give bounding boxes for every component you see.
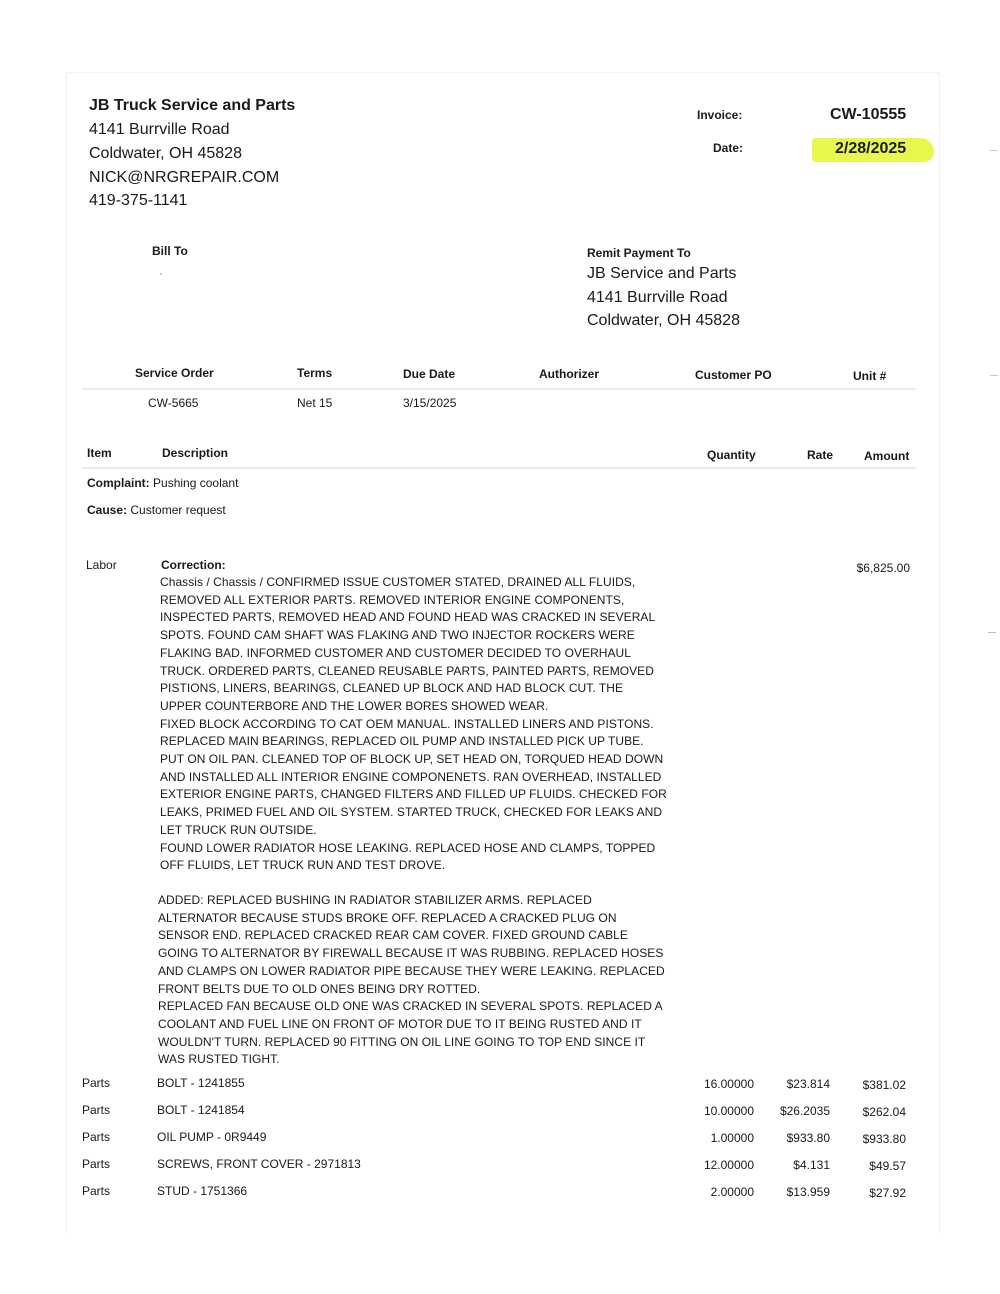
complaint-text: Pushing coolant — [153, 476, 239, 490]
header-rate: Rate — [807, 448, 834, 462]
date-label: Date: — [713, 141, 744, 155]
header-amount: Amount — [864, 449, 910, 463]
terms-value: Net 15 — [297, 396, 333, 410]
line-items-divider — [82, 467, 916, 469]
header-item: Item — [87, 446, 112, 460]
part-quantity: 10.00000 — [703, 1104, 754, 1118]
labor-amount: $6,825.00 — [856, 561, 910, 575]
part-amount: $933.80 — [862, 1132, 906, 1146]
remit-name: JB Service and Parts — [587, 265, 737, 282]
part-description: SCREWS, FRONT COVER - 2971813 — [157, 1157, 361, 1171]
header-service-order: Service Order — [135, 366, 214, 380]
remit-address-line1: 4141 Burrville Road — [587, 289, 728, 306]
company-name: JB Truck Service and Parts — [89, 97, 296, 114]
part-quantity: 16.00000 — [703, 1077, 754, 1091]
labor-item-type: Labor — [86, 558, 117, 572]
part-rate: $23.814 — [786, 1077, 830, 1091]
part-rate: $4.131 — [793, 1158, 830, 1172]
scan-mark — [988, 632, 996, 633]
remit-address-line2: Coldwater, OH 45828 — [587, 312, 740, 329]
invoice-number: CW-10555 — [830, 106, 907, 123]
complaint-row — [87, 476, 238, 490]
header-description: Description — [162, 446, 229, 460]
service-order-value: CW-5665 — [148, 396, 199, 410]
part-description: BOLT - 1241855 — [157, 1076, 245, 1090]
complaint-label: Complaint: — [87, 476, 150, 490]
part-amount: $49.57 — [869, 1159, 906, 1173]
header-terms: Terms — [297, 366, 333, 380]
part-description: OIL PUMP - 0R9449 — [157, 1130, 267, 1144]
correction-label: Correction: — [161, 558, 226, 572]
part-quantity: 1.00000 — [710, 1131, 754, 1145]
part-item-type: Parts — [82, 1157, 111, 1171]
company-phone: 419-375-1141 — [89, 192, 188, 209]
company-address-line1: 4141 Burrville Road — [89, 121, 230, 138]
invoice-label: Invoice: — [697, 108, 743, 122]
cause-row — [87, 503, 226, 517]
part-description: STUD - 1751366 — [157, 1184, 248, 1198]
cause-label: Cause: — [87, 503, 128, 517]
header-quantity: Quantity — [707, 448, 756, 462]
bill-to-label: Bill To — [152, 244, 188, 258]
scan-mark — [990, 150, 998, 151]
company-address-line2: Coldwater, OH 45828 — [89, 145, 242, 162]
correction-text-added: ADDED: REPLACED BUSHING IN RADIATOR STABILIZER ARMS. REPLACED ALTERNATOR BECAUSE STUDS BROKE OFF. REPLACED A CRACKED PLUG ON SENSOR END. REPLACED CRACKED REAR CAM COVER. FIXED GROUND CABLE GOING TO ALTERNATOR BY FIREWALL BECAUSE IT WAS RUBBING. REPLACED HOSES AND CLAMPS ON LOWER RADIATOR PIPE BECAUSE THEY WERE LEAKING. REPLACED FRONT BELTS DUE TO OLD ONES BEING DRY ROTTED. REPLACED FAN BECAUSE OLD ONE WAS CRACKED IN SEVERAL SPOTS. REPLACED A COOLANT AND FUEL LINE ON FRONT OF MOTOR DUE TO IT BEING RUSTED AND IT WOULDN'T TURN. REPLACED 90 FITTING ON OIL LINE GOING TO TOP END SINCE IT WAS RUSTED TIGHT. — [158, 893, 665, 1067]
part-rate: $933.80 — [786, 1131, 830, 1145]
part-amount: $27.92 — [869, 1186, 906, 1200]
order-info-divider — [82, 388, 916, 390]
invoice-date: 2/28/2025 — [835, 140, 907, 157]
part-quantity: 12.00000 — [703, 1158, 754, 1172]
part-item-type: Parts — [82, 1076, 111, 1090]
part-item-type: Parts — [82, 1130, 111, 1144]
cause-text: Customer request — [130, 503, 226, 517]
bill-to-blank-mark — [160, 273, 162, 275]
header-customer-po: Customer PO — [695, 368, 772, 382]
header-due-date: Due Date — [403, 367, 456, 381]
company-email: NICK@NRGREPAIR.COM — [89, 169, 280, 186]
part-description: BOLT - 1241854 — [157, 1103, 245, 1117]
scan-mark — [990, 375, 998, 376]
part-item-type: Parts — [82, 1103, 111, 1117]
correction-text-main: Chassis / Chassis / CONFIRMED ISSUE CUSTOMER STATED, DRAINED ALL FLUIDS, REMOVED ALL EXTERIOR PARTS. REMOVED INTERIOR ENGINE COMPONENTS, INSPECTED PARTS, REMOVED HEAD AND FOUND HEAD WAS CRACKED IN SEVERAL SPOTS. FOUND CAM SHAFT WAS FLAKING AND TWO INJECTOR ROCKERS WERE FLAKING BAD. INFORMED CUSTOMER AND CUSTOMER DECIDED TO OVERHAUL TRUCK. ORDERED PARTS, CLEANED REUSABLE PARTS, PAINTED PARTS, REMOVED PISTIONS, LINERS, BEARINGS, CLEANED UP BLOCK AND HAD BLOCK CUT. THE UPPER COUNTERBORE AND THE LOWER BORES SHOWED WEAR. FIXED BLOCK ACCORDING TO CAT OEM MANUAL. INSTALLED LINERS AND PISTONS. REPLACED MAIN BEARINGS, REPLACED OIL PUMP AND INSTALLED PICK UP TUBE. PUT ON OIL PAN. CLEANED TOP OF BLOCK UP, SET HEAD ON, TORQUED HEAD DOWN AND INSTALLED ALL INTERIOR ENGINE COMPONENETS. RAN OVERHEAD, INSTALLED EXTERIOR ENGINE PARTS, CHANGED FILTERS AND FILLED UP FLUIDS. CHECKED FOR LEAKS, PRIMED FUEL AND OIL SYSTEM. STARTED TRUCK, CHECKED FOR LEAKS AND LET TRUCK RUN OUTSIDE. FOUND LOWER RADIATOR HOSE LEAKING. REPLACED HOSE AND CLAMPS, TOPPED OFF FLUIDS, LET TRUCK RUN AND TEST DROVE. — [160, 575, 667, 873]
part-amount: $381.02 — [862, 1078, 906, 1092]
part-amount: $262.04 — [862, 1105, 906, 1119]
remit-label: Remit Payment To — [587, 246, 691, 260]
header-unit-number: Unit # — [853, 369, 887, 383]
header-authorizer: Authorizer — [539, 367, 599, 381]
part-rate: $13.959 — [786, 1185, 830, 1199]
due-date-value: 3/15/2025 — [403, 396, 457, 410]
part-rate: $26.2035 — [779, 1104, 830, 1118]
part-item-type: Parts — [82, 1184, 111, 1198]
part-quantity: 2.00000 — [710, 1185, 754, 1199]
